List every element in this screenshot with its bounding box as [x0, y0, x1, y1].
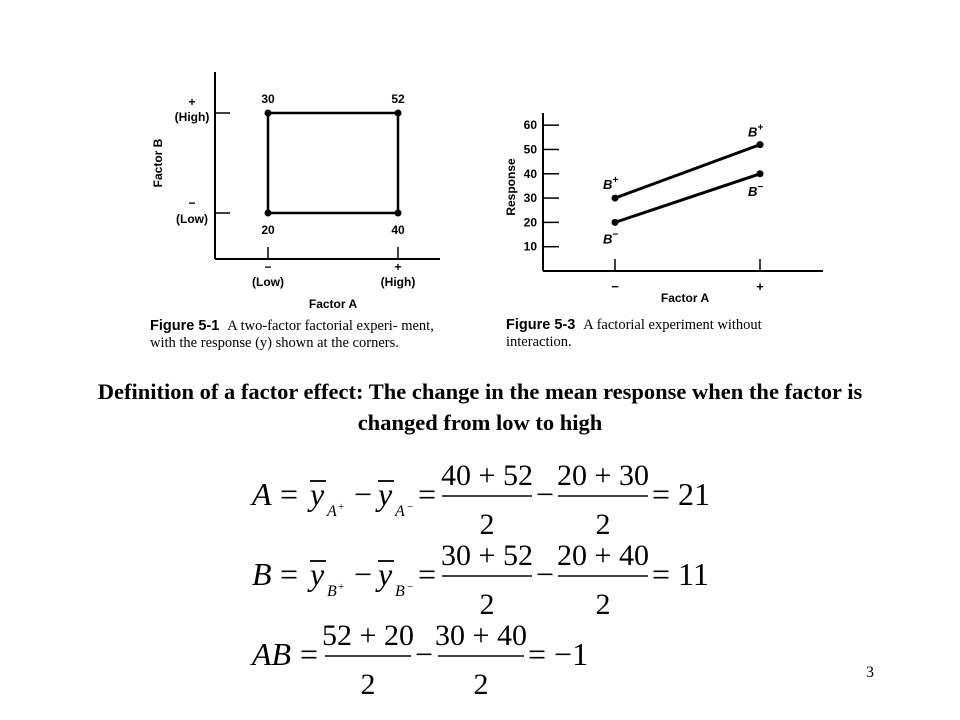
eq-a-minus2: −: [536, 476, 555, 512]
eq-b-equals: =: [280, 556, 299, 592]
corner-value-top-right: 52: [391, 92, 405, 106]
eq-ab-lhs: AB: [252, 636, 292, 672]
y-tick-label: 30: [523, 191, 537, 206]
y-tick-label: 10: [523, 239, 537, 254]
figure-5-1-caption-label: Figure 5-1: [150, 318, 220, 334]
eq-b-sub2: B: [395, 583, 405, 600]
eq-ab-minus: −: [415, 636, 434, 672]
y-axis-title: Factor B: [151, 138, 165, 188]
eq-ab-den2: 2: [473, 668, 489, 700]
eq-a-sup2: −: [407, 501, 414, 513]
figure-5-3-caption-label: Figure 5-3: [506, 317, 576, 333]
factorial-square: [268, 113, 398, 213]
figure-5-1-caption-text: A two-factor factorial experi- ment, with the response (y) shown at the corners.: [150, 318, 434, 351]
corner-point-top-right: [395, 110, 402, 117]
definition-text: Definition of a factor effect: The change in the mean response when the factor is changed from low to high: [97, 379, 863, 435]
x-low-label: (Low): [252, 275, 284, 289]
eq-ab-den1: 2: [360, 668, 376, 700]
x-low-sign: −: [264, 260, 272, 274]
eq-ab-num2: 30 + 40: [435, 620, 527, 652]
eq-b-minus: −: [354, 556, 373, 592]
y-tick-label: 60: [523, 118, 537, 133]
eq-a-equals2: =: [418, 476, 437, 512]
eq-b-den2: 2: [595, 588, 611, 620]
eq-b-sup1: +: [338, 581, 345, 593]
figure-5-1-graphic: [140, 66, 450, 312]
y-high-label: (High): [174, 110, 210, 124]
equation-a: [250, 460, 720, 545]
eq-a-sup1: +: [338, 501, 345, 513]
eq-a-num2: 20 + 30: [557, 460, 649, 492]
eq-a-equals: =: [280, 476, 299, 512]
eq-a-result: = 21: [652, 476, 711, 512]
eq-a-sub1: A: [327, 503, 337, 520]
eq-a-minus: −: [354, 476, 373, 512]
eq-a-den2: 2: [595, 508, 611, 540]
data-point: [757, 141, 764, 148]
eq-b-num1: 30 + 52: [441, 540, 533, 572]
eq-ab-equals: =: [300, 636, 319, 672]
y-low-label: (Low): [176, 212, 208, 226]
series-line-b-plus: [615, 145, 760, 198]
corner-point-top-left: [265, 110, 272, 117]
data-point: [612, 219, 619, 226]
eq-b-lhs: B: [252, 556, 272, 592]
y-tick-label: 50: [523, 142, 537, 157]
corner-value-bottom-left: 20: [261, 223, 275, 237]
figure-5-1-caption: [150, 318, 442, 352]
eq-ab-result: = −1: [528, 636, 589, 672]
figure-5-1: [140, 66, 450, 312]
eq-b-ybar2: y: [378, 556, 393, 592]
x-axis-title: Factor A: [308, 297, 358, 311]
eq-a-lhs: A: [252, 476, 272, 512]
corner-point-bottom-right: [395, 210, 402, 217]
figure-5-3-chart: [495, 105, 835, 310]
series-line-b-minus: [615, 174, 760, 223]
data-point: [757, 170, 764, 177]
x-high-sign: +: [394, 260, 402, 274]
corner-value-bottom-right: 40: [391, 223, 405, 237]
eq-b-equals2: =: [418, 556, 437, 592]
y-low-sign: −: [188, 196, 196, 210]
eq-ab-num1: 52 + 20: [322, 620, 414, 652]
eq-b-den1: 2: [479, 588, 495, 620]
eq-b-num2: 20 + 40: [557, 540, 649, 572]
eq-b-sub1: B: [327, 583, 337, 600]
eq-a-sub2: A: [395, 503, 405, 520]
equation-ab: [250, 620, 610, 705]
eq-b-sup2: −: [407, 581, 414, 593]
figure-5-3-caption-text: A factorial experiment without interaction.: [506, 317, 762, 350]
figure-5-3: [495, 105, 835, 310]
equation-b: [250, 540, 720, 625]
y-tick-label: 20: [523, 215, 537, 230]
x-high-label: (High): [380, 275, 416, 289]
x-axis-title: Factor A: [660, 291, 710, 305]
series-label: B−: [748, 181, 764, 199]
eq-a-den1: 2: [479, 508, 495, 540]
y-high-sign: +: [188, 95, 196, 109]
y-axis-title: Response: [504, 158, 518, 216]
eq-a-ybar2: y: [378, 476, 393, 512]
corner-value-top-left: 30: [261, 92, 275, 106]
series-label: B−: [603, 229, 619, 247]
eq-a-ybar1: y: [310, 476, 325, 512]
series-label: B+: [748, 122, 764, 140]
eq-a-num1: 40 + 52: [441, 460, 533, 492]
data-point: [612, 195, 619, 202]
corner-point-bottom-left: [265, 210, 272, 217]
eq-b-result: = 11: [652, 556, 709, 592]
x-tick-label: +: [756, 279, 764, 294]
slide-number: 3: [866, 664, 874, 681]
figure-5-3-caption: [506, 317, 828, 351]
x-tick-label: −: [611, 279, 619, 294]
y-tick-label: 40: [523, 166, 537, 181]
eq-b-minus2: −: [536, 556, 555, 592]
series-label: B+: [603, 175, 619, 193]
eq-b-ybar1: y: [310, 556, 325, 592]
